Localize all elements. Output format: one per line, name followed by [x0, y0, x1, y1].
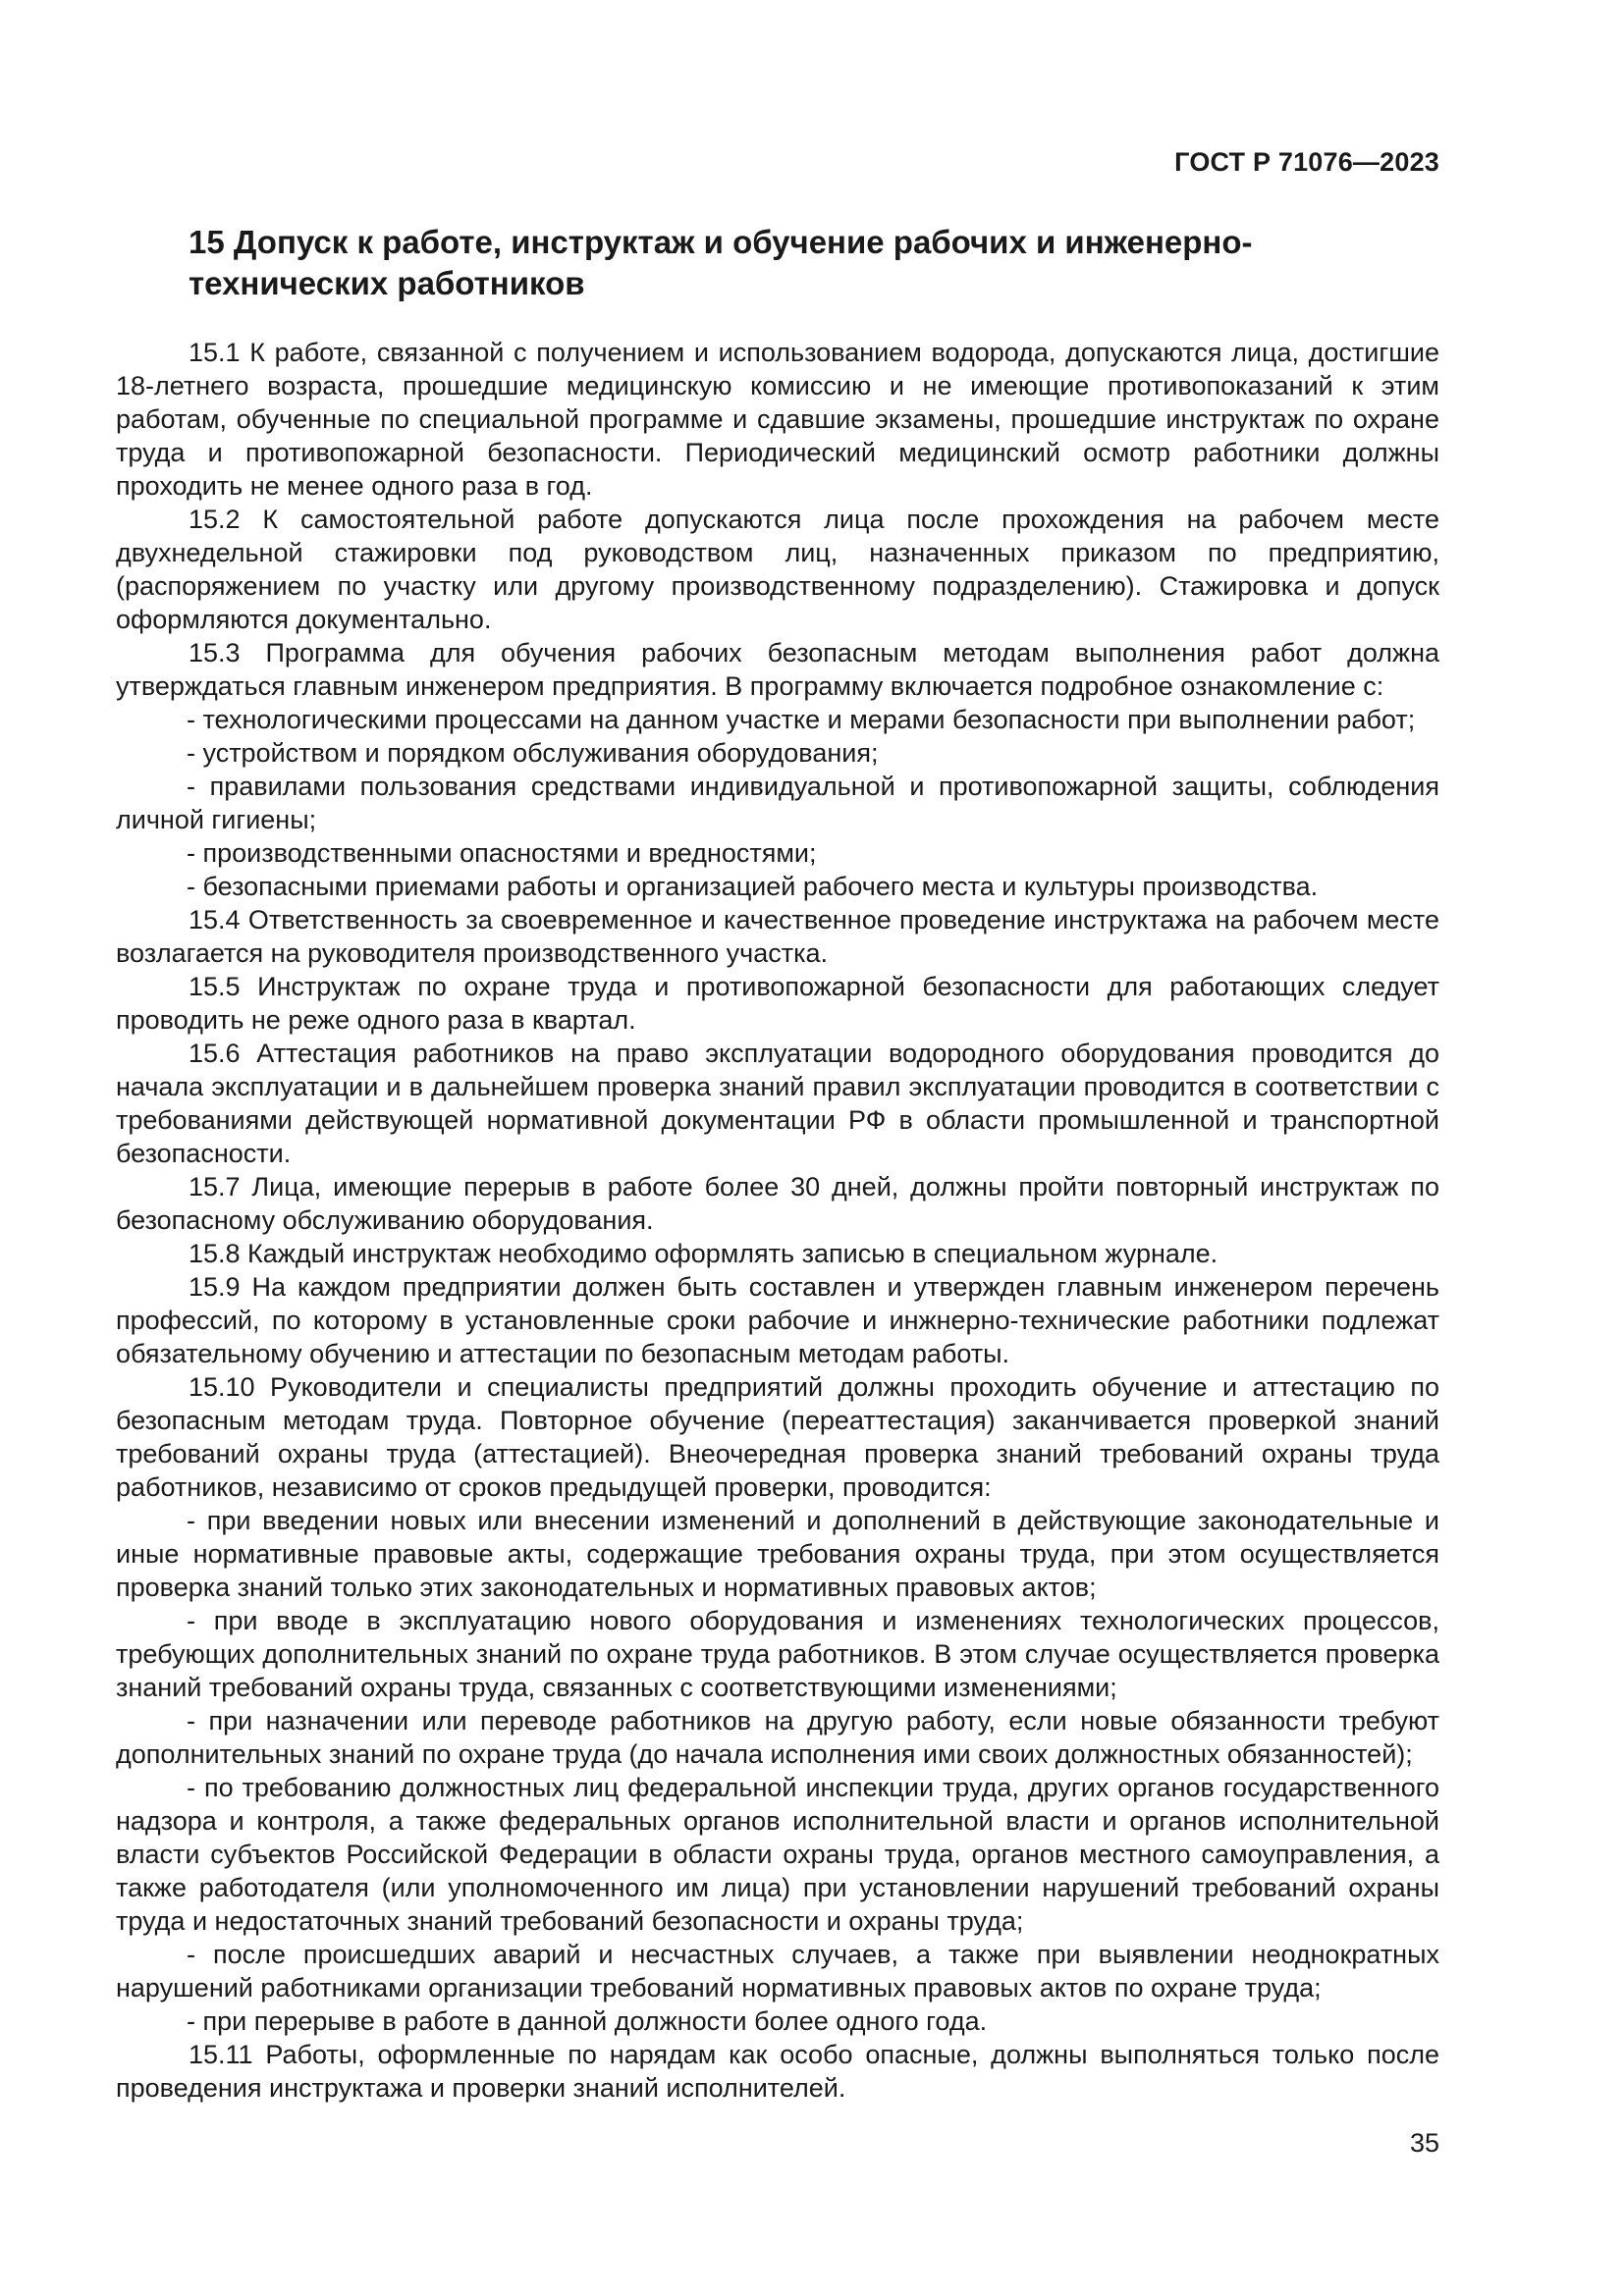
clause-15-9: 15.9 На каждом предприятии должен быть составлен и утвержден главным инженером перечень профессий, по которому в установленные сроки рабочие и инжнерно-технические работники подлежат обязательному обучению и аттестации по безопасным методам работы. [116, 1272, 1439, 1368]
clause-15-4: 15.4 Ответственность за своевременное и качественное проведение инструктажа на рабочем месте возлагается на руководителя производственного участка. [116, 905, 1439, 968]
list-item: - устройством и порядком обслуживания оборудования; [187, 738, 879, 768]
list-item: - правилами пользования средствами индивидуальной и противопожарной защиты, соблюдения личной гигиены; [116, 772, 1439, 834]
page-content [116, 222, 1439, 2105]
list-item: - безопасными приемами работы и организацией рабочего места и культуры производства. [187, 872, 1319, 901]
list-item: - по требованию должностных лиц федеральной инспекции труда, других органов государственного надзора и контроля, а также федеральных органов исполнительной власти и органов исполнительной власти субъектов Российской Федерации в области охраны труда, органов местного самоуправления, а также работодателя (или уполномоченного им лица) при установлении нарушений требований охраны труда и недостаточных знаний требований безопасности и охраны труда; [116, 1773, 1439, 1936]
page-number: 35 [1409, 2128, 1439, 2158]
standard-code: ГОСТ Р 71076—2023 [1174, 147, 1439, 177]
clause-15-8: 15.8 Каждый инструктаж необходимо оформлять записью в специальном журнале. [189, 1239, 1218, 1268]
clause-15-1: 15.1 К работе, связанной с получением и использованием водорода, допускаются лица, достигшие 18-летнего возраста, прошедшие медицинскую комиссию и не имеющие противопоказаний к этим работам, обученные по специальной программе и сдавшие экзамены, прошедшие инструктаж по охране труда и противопожарной безопасности. Периодический медицинский осмотр работники должны проходить не менее одного раза в год. [116, 338, 1439, 501]
clause-15-6: 15.6 Аттестация работников на право эксплуатации водородного оборудования проводится до начала эксплуатации и в дальнейшем проверка знаний правил эксплуатации проводится в соответствии с требованиями действующей нормативной документации РФ в области промышленной и транспортной безопасности. [116, 1039, 1439, 1168]
list-item: - производственными опасностями и вредностями; [187, 838, 817, 868]
clause-15-5: 15.5 Инструктаж по охране труда и противопожарной безопасности для работающих следует проводить не реже одного раза в квартал. [116, 972, 1439, 1035]
section-title: 15 Допуск к работе, инструктаж и обучение рабочих и инженерно-технических работников [189, 224, 1253, 301]
clause-15-11: 15.11 Работы, оформленные по нарядам как особо опасные, должны выполняться только после проведения инструктажа и проверки знаний исполнителей. [116, 2040, 1439, 2103]
list-item: - при вводе в эксплуатацию нового оборудования и изменениях технологических процессов, требующих дополнительных знаний по охране труда работников. В этом случае осуществляется проверка знаний требований охраны труда, связанных с соответствующими изменениями; [116, 1606, 1439, 1702]
list-item: - технологическими процессами на данном участке и мерами безопасности при выполнении работ; [187, 705, 1416, 734]
list-item: - при введении новых или внесении изменений и дополнений в действующие законодательные и иные нормативные правовые акты, содержащие требования охраны труда, при этом осуществляется проверка знаний только этих законодательных и нормативных правовых актов; [116, 1506, 1439, 1602]
clause-15-3: 15.3 Программа для обучения рабочих безопасным методам выполнения работ должна утверждаться главным инженером предприятия. В программу включается подробное ознакомление с: [116, 638, 1439, 701]
list-item: - при перерыве в работе в данной должности более одного года. [187, 2006, 988, 2036]
list-item: - при назначении или переводе работников на другую работу, если новые обязанности требуют дополнительных знаний по охране труда (до начала исполнения ими своих должностных обязанностей); [116, 1706, 1439, 1769]
clause-15-7: 15.7 Лица, имеющие перерыв в работе более 30 дней, должны пройти повторный инструктаж по безопасному обслуживанию оборудования. [116, 1172, 1439, 1235]
clause-15-10: 15.10 Руководители и специалисты предприятий должны проходить обучение и аттестацию по безопасным методам труда. Повторное обучение (переаттестация) заканчивается проверкой знаний требований охраны труда (аттестацией). Внеочередная проверка знаний требований охраны труда работников, независимо от сроков предыдущей проверки, проводится: [116, 1372, 1439, 1502]
clause-15-2: 15.2 К самостоятельной работе допускаются лица после прохождения на рабочем месте двухнедельной стажировки под руководством лиц, назначенных приказом по предприятию, (распоряжением по участку или другому производственному подразделению). Стажировка и допуск оформляются документально. [116, 505, 1439, 634]
list-item: - после происшедших аварий и несчастных случаев, а также при выявлении неоднократных нарушений работниками организации требований нормативных правовых актов по охране труда; [116, 1940, 1439, 2002]
